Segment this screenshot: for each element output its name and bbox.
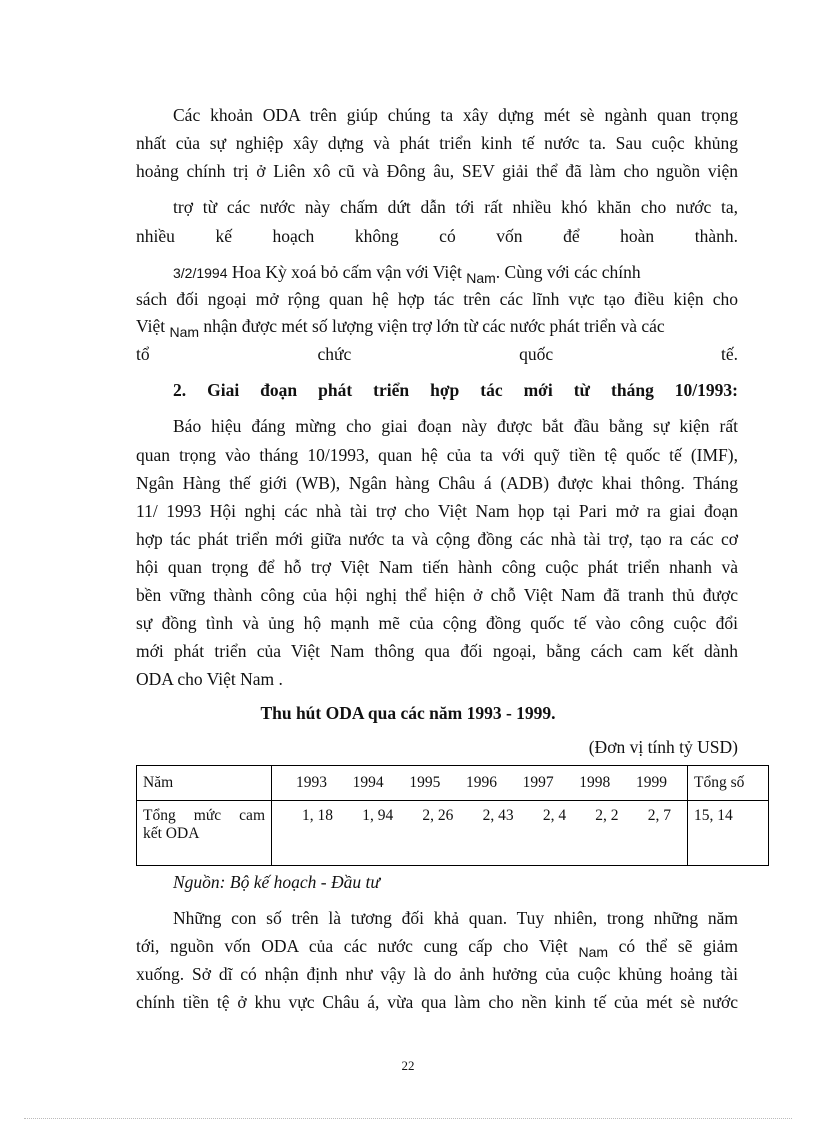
para4-line3: xuống. Sở dĩ có nhận định như vậy là do ảnh hưởng của cuộc khủng hoảng tài (136, 964, 738, 984)
value-1995: 2, 26 (422, 807, 454, 824)
para4-nam: Nam (578, 944, 609, 960)
value-1996: 2, 43 (482, 807, 514, 824)
para1-line5: nhiều kế hoạch không có vốn để hoàn thành. (136, 226, 738, 246)
para2-date: 3/2/1994 (173, 265, 228, 281)
para2-line2: sách đối ngoại mở rộng quan hệ hợp tác trên các lĩnh vực tạo điều kiện cho (136, 289, 738, 309)
total-value-cell: 15, 14 (688, 801, 769, 866)
para2-line3-a: Việt (136, 316, 166, 336)
para3-line8: sự đồng tình và ủng hộ mạnh mẽ của cộng đồng quốc tế vào công cuộc đổi (136, 613, 738, 633)
table-unit: (Đơn vị tính tỷ USD) (588, 737, 738, 757)
para2-nam-2: Nam (169, 324, 200, 340)
total-header-cell: Tổng số (688, 766, 769, 801)
para4-line2 (136, 934, 738, 959)
para2-line1-a: Hoa Kỳ xoá bỏ cấm vận với Việt (231, 262, 462, 282)
value-1997: 2, 4 (542, 807, 567, 824)
para3-line1: Báo hiệu đáng mừng cho giai đoạn này được bắt đầu bằng sự kiện rất (173, 416, 738, 436)
para3-line9: mới phát triển của Việt Nam thông qua đối ngoại, bằng cách cam kết dành (136, 641, 738, 661)
year-1998: 1998 (579, 774, 611, 791)
year-1999: 1999 (635, 774, 667, 791)
para4-line2-a: tới, nguồn vốn ODA của các nước cung cấp cho Việt (136, 936, 568, 956)
value-1998: 2, 2 (595, 807, 619, 824)
para1-line3: hoảng chính trị ở Liên xô cũ và Đông âu, SEV giải thể đã làm cho nguồn viện (136, 161, 738, 181)
para2-nam-1: Nam (466, 270, 496, 286)
source-note: Nguồn: Bộ kế hoạch - Đầu tư (173, 872, 380, 892)
value-1993: 1, 18 (302, 807, 333, 824)
years-cell (272, 766, 688, 801)
para4-line4: chính tiền tệ ở khu vực Châu á, vừa qua làm cho nền kinh tế của mét sè nước (136, 992, 738, 1012)
table-header-row (137, 766, 769, 801)
para3-line4: 11/ 1993 Hội nghị các nhà tài trợ cho Việt Nam họp tại Pari mở ra giai đoạn (136, 501, 738, 521)
para2-line1 (173, 260, 738, 285)
page-number: 22 (401, 1058, 415, 1073)
table-title: Thu hút ODA qua các năm 1993 - 1999. (260, 703, 556, 723)
para3-line2: quan trọng vào tháng 10/1993, quan hệ của ta với quỹ tiền tệ quốc tế (IMF), (136, 445, 738, 465)
para1-line4: trợ từ các nước này chấm dứt dẫn tới rất nhiều khó khăn cho nước ta, (173, 197, 738, 217)
para1-line2: nhất của sự nghiệp xây dựng và phát triển kinh tế nước ta. Sau cuộc khủng (136, 133, 738, 153)
table-data-row (137, 801, 769, 866)
year-1997: 1997 (522, 774, 554, 791)
para3-line3: Ngân Hàng thế giới (WB), Ngân hàng Châu á (ADB) được khai thông. Tháng (136, 473, 738, 493)
para4-line2-b: có thể sẽ giảm (618, 936, 739, 956)
para2-line1-b: . Cùng với các chính (495, 262, 641, 282)
values-cell (272, 801, 688, 866)
para3-line10: ODA cho Việt Nam . (136, 669, 283, 689)
year-1993: 1993 (296, 774, 327, 791)
header-label-cell: Năm (137, 766, 272, 801)
year-1996: 1996 (465, 774, 497, 791)
value-1999: 2, 7 (647, 807, 671, 824)
page-divider (24, 1118, 792, 1119)
row-label-line2: kết ODA (143, 825, 200, 842)
para2-line3 (136, 314, 738, 339)
year-1995: 1995 (409, 774, 441, 791)
row-label-cell (137, 801, 272, 866)
row-label-line1: Tổng mức cam (143, 807, 265, 824)
para1-line1: Các khoản ODA trên giúp chúng ta xây dựng mét sè ngành quan trọng (173, 105, 738, 125)
para4-line1: Những con số trên là tương đối khả quan. Tuy nhiên, trong những năm (173, 908, 738, 928)
para3-line7: bền vững thành công của hội nghị thể hiện ở chỗ Việt Nam đã tranh thủ được (136, 585, 738, 605)
section-heading: 2. Giai đoạn phát triển hợp tác mới từ tháng 10/1993: (173, 380, 738, 400)
oda-table (136, 765, 769, 866)
para2-line4: tổ chức quốc tế. (136, 344, 738, 364)
value-1994: 1, 94 (362, 807, 394, 824)
para3-line6: hội quan trọng để hỗ trợ Việt Nam tiến hành công cuộc phát triển nhanh và (136, 557, 738, 577)
para3-line5: hợp tác phát triển mới giữa nước ta và cộng đồng các nhà tài trợ, tạo ra các cơ (136, 529, 738, 549)
year-1994: 1994 (352, 774, 384, 791)
para2-line3-b: nhận được mét số lượng viện trợ lớn từ các nước phát triển và các (203, 316, 665, 336)
